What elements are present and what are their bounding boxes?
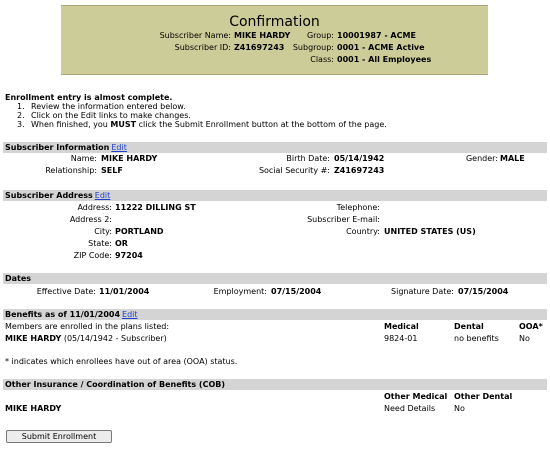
city-label: City:	[94, 227, 112, 236]
other-medical-value: Need Details	[384, 404, 436, 413]
zip-label: ZIP Code:	[73, 251, 112, 260]
benefits-ooa-header: OOA*	[519, 322, 543, 331]
employment-label: Employment:	[213, 287, 267, 296]
signature-date-value: 07/15/2004	[458, 287, 509, 296]
intro-step: 1. Review the information entered below.	[17, 102, 186, 111]
gender-value: MALE	[500, 154, 525, 163]
ooa-footnote: * indicates which enrollees have out of area (OOA) status.	[5, 357, 238, 366]
ssn-value: Z41697243	[334, 166, 385, 175]
name-label: Name:	[70, 154, 97, 163]
section-dates: Dates	[3, 273, 547, 284]
email-label: Subscriber E-mail:	[307, 215, 380, 224]
address-value: 11222 DILLING ST	[115, 203, 196, 212]
zip-value: 97204	[115, 251, 143, 260]
subgroup-label: Subgroup:	[292, 43, 334, 52]
gender-label: Gender:	[465, 154, 498, 163]
relationship-label: Relationship:	[45, 166, 97, 175]
signature-date-label: Signature Date:	[391, 287, 454, 296]
confirmation-title: Confirmation	[229, 14, 320, 30]
subgroup-value: 0001 - ACME Active	[337, 43, 425, 52]
subscriber-id-value: Z41697243	[234, 43, 285, 52]
benefits-member-row	[5, 334, 167, 343]
address2-label: Address 2:	[69, 215, 112, 224]
other-medical-header: Other Medical	[384, 392, 448, 401]
subscriber-id-label: Subscriber ID:	[174, 43, 231, 52]
other-dental-value: No	[454, 404, 465, 413]
group-label: Group:	[306, 31, 334, 40]
country-label: Country:	[346, 227, 380, 236]
section-benefits: Benefits as of 11/01/2004 Edit	[3, 309, 547, 320]
state-label: State:	[88, 239, 112, 248]
birth-date-label: Birth Date:	[286, 154, 330, 163]
name-value: MIKE HARDY	[101, 154, 158, 163]
intro-step: 2. Click on the Edit links to make changes.	[17, 111, 191, 120]
other-insurance-member-name: MIKE HARDY	[5, 404, 62, 413]
benefits-dental-header: Dental	[454, 322, 484, 331]
effective-date-value: 11/01/2004	[99, 287, 150, 296]
benefits-member-detail: (05/14/1942 - Subscriber)	[63, 334, 167, 343]
birth-date-value: 05/14/1942	[334, 154, 385, 163]
edit-address-link[interactable]: Edit	[94, 191, 111, 200]
benefits-medical-header: Medical	[384, 322, 419, 331]
section-subscriber-information: Subscriber Information Edit	[3, 142, 547, 153]
country-value: UNITED STATES (US)	[384, 227, 476, 236]
employment-value: 07/15/2004	[271, 287, 322, 296]
city-value: PORTLAND	[115, 227, 164, 236]
submit-enrollment-button[interactable]: Submit Enrollment	[6, 430, 112, 443]
edit-benefits-link[interactable]: Edit	[122, 310, 138, 319]
confirmation-panel	[61, 5, 488, 75]
benefits-dental-value: no benefits	[454, 334, 499, 343]
subscriber-name-label: Subscriber Name:	[159, 31, 231, 40]
other-dental-header: Other Dental	[454, 392, 513, 401]
ssn-label: Social Security #:	[258, 166, 330, 175]
section-subscriber-address: Subscriber Address Edit	[3, 190, 547, 201]
telephone-label: Telephone:	[336, 203, 380, 212]
benefits-member-name: MIKE HARDY	[5, 334, 62, 343]
benefits-medical-value: 9824-01	[384, 334, 418, 343]
intro-heading: Enrollment entry is almost complete.	[5, 93, 173, 102]
class-label: Class:	[310, 55, 334, 64]
address-label: Address:	[77, 203, 112, 212]
effective-date-label: Effective Date:	[36, 287, 96, 296]
benefits-enrolled-text: Members are enrolled in the plans listed:	[5, 322, 170, 331]
subscriber-name-value: MIKE HARDY	[234, 31, 291, 40]
edit-subscriber-info-link[interactable]: Edit	[111, 143, 127, 152]
benefits-ooa-value: No	[519, 334, 530, 343]
class-value: 0001 - All Employees	[337, 55, 432, 64]
relationship-value: SELF	[101, 166, 123, 175]
intro-step: 3. When finished, you MUST click the Submit Enrollment button at the bottom of the page.	[17, 120, 387, 129]
section-other-insurance: Other Insurance / Coordination of Benefits (COB)	[3, 379, 547, 390]
state-value: OR	[115, 239, 128, 248]
group-value: 10001987 - ACME	[337, 31, 416, 40]
